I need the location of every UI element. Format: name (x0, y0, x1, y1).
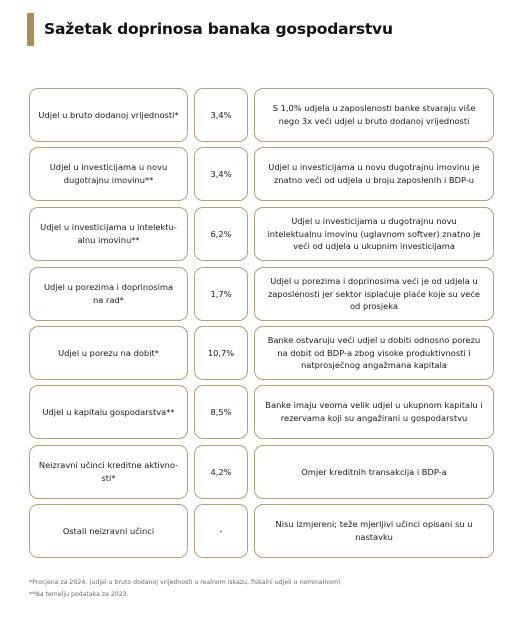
row-label-fixed-assets: Udjel u investicijama u novu dugotrajnu imovinu** (29, 147, 188, 201)
row-description-capital: Banke imaju veoma velik udjel u ukupnom kapitalu i rezervama koji su angažirani u gospodarstvu (254, 385, 494, 439)
row-value-profit-tax: 10,7% (194, 326, 248, 380)
row-value-credit-activity: 4,2% (194, 445, 248, 499)
row-description-intellectual-assets: Udjel u investicijama u dugotrajnu novu intelektualnu imovinu (uglavnom softver) znatno je veći od udjela u ukupnim investicijama (254, 207, 494, 261)
footnotes (29, 577, 340, 601)
row-label-gva: Udjel u bruto dodanoj vrijednosti* (29, 88, 188, 142)
row-label-credit-activity: Neizravni učinci kreditne aktivno-sti* (29, 445, 188, 499)
page-title: Sažetak doprinosa banaka gospodarstvu (44, 20, 393, 38)
row-label-capital: Udjel u kapitalu gospodarstva** (29, 385, 188, 439)
row-description-gva: S 1,0% udjela u zaposlenosti banke stvaraju više nego 3x veći udjel u bruto dodanoj vrijednosti (254, 88, 494, 142)
row-value-fixed-assets: 3,4% (194, 147, 248, 201)
row-description-credit-activity: Omjer kreditnih transakcija i BDP-a (254, 445, 494, 499)
row-value-gva: 3,4% (194, 88, 248, 142)
row-description-fixed-assets: Udjel u investicijama u novu dugotrajnu imovinu je znatno veći od udjela u broju zaposlenih i BDP-u (254, 147, 494, 201)
row-label-profit-tax: Udjel u porezu na dobit* (29, 326, 188, 380)
row-value-capital: 8,5% (194, 385, 248, 439)
footnote-estimate: *Procjena za 2024. (udjel u bruto dodanoj vrijednosti u realnom iskazu, fiskalni udjeli u nominalnom) (29, 579, 341, 586)
row-description-profit-tax: Banke ostvaruju veći udjel u dobiti odnosno porezu na dobit od BDP-a zbog visoke produktivnosti i natprosječnog angažmana kapitala (254, 326, 494, 380)
row-description-labour-taxes: Udjel u porezima i doprinosima veći je od udjela u zaposlenosti jer sektor isplaćuje plaće koje su veće od prosjeka (254, 267, 494, 321)
row-label-other-effects: Ostali neizravni učinci (29, 504, 188, 558)
row-label-labour-taxes: Udjel u porezima i doprinosima na rad* (29, 267, 188, 321)
row-value-labour-taxes: 1,7% (194, 267, 248, 321)
row-description-other-effects: Nisu izmjereni; teže mjerljivi učinci opisani su u nastavku (254, 504, 494, 558)
row-value-other-effects: - (194, 504, 248, 558)
row-value-intellectual-assets: 6,2% (194, 207, 248, 261)
footnote-data-2023: **Na temelju podataka za 2023. (29, 590, 129, 598)
title-accent-bar (27, 13, 34, 46)
row-label-intellectual-assets: Udjel u investicijama u intelektu-alnu imovinu** (29, 207, 188, 261)
